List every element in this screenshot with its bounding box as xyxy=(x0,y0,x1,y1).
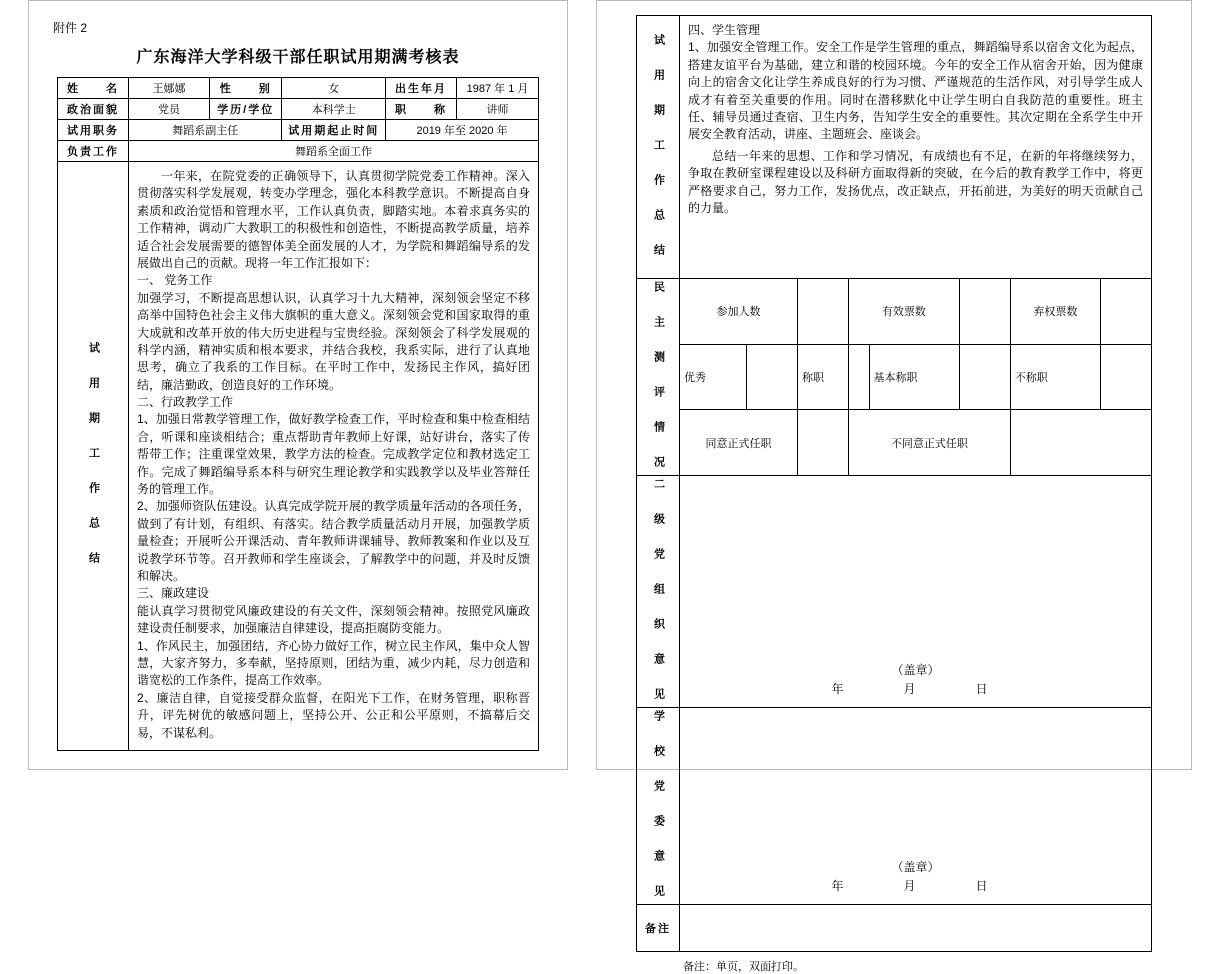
democratic-label-valid: 有效票数 xyxy=(849,279,960,345)
field-label-gender: 性 别 xyxy=(209,78,281,99)
field-value-education: 本科学士 xyxy=(282,99,386,120)
field-label-political: 政治面貌 xyxy=(58,99,129,120)
party-opinion-body[interactable] xyxy=(680,476,1152,708)
table-row-summary-cont xyxy=(637,16,1152,279)
democratic-caption: 民 主 测 评 情 况 xyxy=(637,279,680,476)
field-value-political: 党员 xyxy=(129,99,210,120)
democratic-label-competent: 称职 xyxy=(798,344,849,410)
party-opinion-caption: 二 级 党 组 织 意 见 xyxy=(637,476,680,708)
field-value-duty: 舞蹈系全面工作 xyxy=(129,141,539,162)
table-row-party-opinion xyxy=(637,476,1152,708)
field-label-duty: 负责工作 xyxy=(58,141,129,162)
table-row-remark xyxy=(637,905,1152,952)
democratic-value-valid[interactable] xyxy=(959,279,1010,345)
table-row-democratic-3 xyxy=(637,410,1152,476)
democratic-label-participants: 参加人数 xyxy=(680,279,798,345)
field-label-education: 学历/学位 xyxy=(209,99,281,120)
democratic-label-incompetent: 不称职 xyxy=(1010,344,1100,410)
democratic-value-incompetent[interactable] xyxy=(1101,344,1152,410)
summary-body xyxy=(129,162,539,751)
summary-caption: 试 用 期 工 作 总 结 xyxy=(58,162,129,751)
table-row xyxy=(58,78,539,99)
summary-caption: 试 用 期 工 作 总 结 xyxy=(637,16,680,279)
democratic-value-abstain[interactable] xyxy=(1101,279,1152,345)
field-value-title: 讲师 xyxy=(457,99,539,120)
democratic-label-abstain: 弃权票数 xyxy=(1010,279,1100,345)
remark-caption: 备注 xyxy=(637,905,680,952)
party-opinion-signature: （盖章） 年 月 日 xyxy=(831,663,1000,696)
field-label-trial-post: 试用职务 xyxy=(58,120,129,141)
right-main-table xyxy=(636,15,1152,952)
democratic-label-basically-competent: 基本称职 xyxy=(869,344,959,410)
page-title: 广东海洋大学科级干部任职试用期满考核表 xyxy=(136,49,460,66)
democratic-label-agree: 同意正式任职 xyxy=(680,410,798,476)
page-footer-note: 备注：单页，双面打印。 xyxy=(683,961,804,973)
summary-body xyxy=(680,16,1152,279)
field-label-birth: 出生年月 xyxy=(386,78,457,99)
summary-paragraphs: 四、学生管理 1、加强安全管理工作。安全工作是学生管理的重点，舞蹈编导系以宿舍文化为起点，搭建友谊平台为基础，建立和谐的校园环境。今年的安全工作从宿舍开始，因为健康向上的宿舍文化让学生养成良好的行为习惯、严谨规范的生活作风，对引导学生成人成才有着至关重要的作用。同时在潜移默化中让学生明白自我防范的重要性。班主任、辅导员通过查宿、卫生内务，告知学生安全的重要性。其次定期在全系学生中开展安全教育活动，讲座、主题班会、座谈会。 总结一年来的思想、工作和学习情况，有成绩也有不足，在新的年将继续努力，争取在教研室课程建设以及科研方面取得新的突破，在今后的教育教学工作中，将更严格要求自己，努力工作，发扬优点，改正缺点，开拓前进，为美好的明天贡献自己的力量。 xyxy=(688,23,1143,215)
field-label-name: 姓 名 xyxy=(58,78,129,99)
democratic-value-excellent[interactable] xyxy=(747,344,798,410)
democratic-value-competent[interactable] xyxy=(849,344,870,410)
field-label-title: 职 称 xyxy=(386,99,457,120)
field-value-trial-post: 舞蹈系副主任 xyxy=(129,120,282,141)
democratic-label-excellent: 优秀 xyxy=(680,344,747,410)
attachment-label: 附件 2 xyxy=(53,21,88,35)
field-value-name: 王娜娜 xyxy=(129,78,210,99)
field-label-trial-period: 试用期起止时间 xyxy=(282,120,386,141)
democratic-value-basically-competent[interactable] xyxy=(959,344,1010,410)
info-table xyxy=(57,77,539,751)
table-row xyxy=(58,141,539,162)
summary-paragraphs: 一年来，在院党委的正确领导下，认真贯彻学院党委工作精神。深入贯彻落实科学发展观，转变办学理念，强化本科教学意识。不断提高自身素质和政治觉悟和管理水平，工作认真负责，脚踏实地。本着求真务实的工作精神，调动广大教职工的积极性和创造性，不断提高教学质量，培养适合社会发展需要的德智体美全面发展的人才，为学院和舞蹈编导系的发展做出自己的贡献。现将一年工作汇报如下： 一、 党务工作 加强学习，不断提高思想认识，认真学习十九大精神，深刻领会坚定不移高举中国特色社会主义伟大旗帜的重大意义。深刻领会党和国家取得的重大成就和改革开放的伟大历史进程与宝贵经验。深刻领会了科学发展观的科学内涵，精神实质和根本要求，并结合我校，我系实际，进行了认真地思考，确立了我系的工作目标。在平时工作中，发扬民主作风，搞好团结，廉洁勤政，创造良好的工作环境。 二、行政教学工作 1、加强日常教学管理工作，做好教学检查工作，平时检查和集中检查相结合，听课和座谈相结合；重点帮助青年教师上好课，站好讲台，落实了传帮带工作；注重课堂效果，教学方法的检查。完成教学定位和教材选定工作。完成了舞蹈编导系本科与研究生理论教学和实践教学以及毕业答辩任务的管理工作。 2、加强师资队伍建设。认真完成学院开展的教学质量年活动的各项任务，做到了有计划，有组织、有落实。结合教学质量活动月开展，加强教学质量检查；开展听公开课活动、青年教师讲课辅导、教师教案和作业以及互说教学环节等。召开教师和学生座谈会，了解教学中的问题，并及时反馈和解决。 三、廉政建设 能认真学习贯彻党风廉政建设的有关文件，深刻领会精神。按照党风廉政建设责任制要求，加强廉洁自律建设，提高拒腐防变能力。 1、作风民主，加强团结，齐心协力做好工作，树立民主作风，集中众人智慧，大家齐努力，多奉献，坚持原则，团结为重，减少内耗，尽力创造和谐宽松的工作条件，提高工作效率。 2、廉洁自律，自觉接受群众监督，在阳光下工作，在财务管理，职称晋升，评先树优的敏感问题上，坚持公开、公正和公平原则，不搞幕后交易，不谋私利。 xyxy=(137,169,530,740)
table-row xyxy=(58,120,539,141)
table-row-school-opinion xyxy=(637,708,1152,905)
democratic-value-agree[interactable] xyxy=(798,410,849,476)
table-row xyxy=(58,99,539,120)
democratic-value-disagree[interactable] xyxy=(1010,410,1151,476)
table-row-democratic-1 xyxy=(637,279,1152,345)
remark-value[interactable] xyxy=(680,905,1152,952)
document-page-left xyxy=(28,0,568,770)
table-row-democratic-2 xyxy=(637,344,1152,410)
document-page-right xyxy=(596,0,1192,973)
school-opinion-body[interactable] xyxy=(680,708,1152,905)
school-opinion-caption: 学 校 党 委 意 见 xyxy=(637,708,680,905)
field-value-gender: 女 xyxy=(282,78,386,99)
table-row-summary xyxy=(58,162,539,751)
democratic-label-disagree: 不同意正式任职 xyxy=(849,410,1011,476)
field-value-birth: 1987 年 1 月 xyxy=(457,78,539,99)
democratic-value-participants[interactable] xyxy=(798,279,849,345)
field-value-trial-period: 2019 年至 2020 年 xyxy=(386,120,539,141)
school-opinion-signature: （盖章） 年 月 日 xyxy=(831,860,1000,893)
